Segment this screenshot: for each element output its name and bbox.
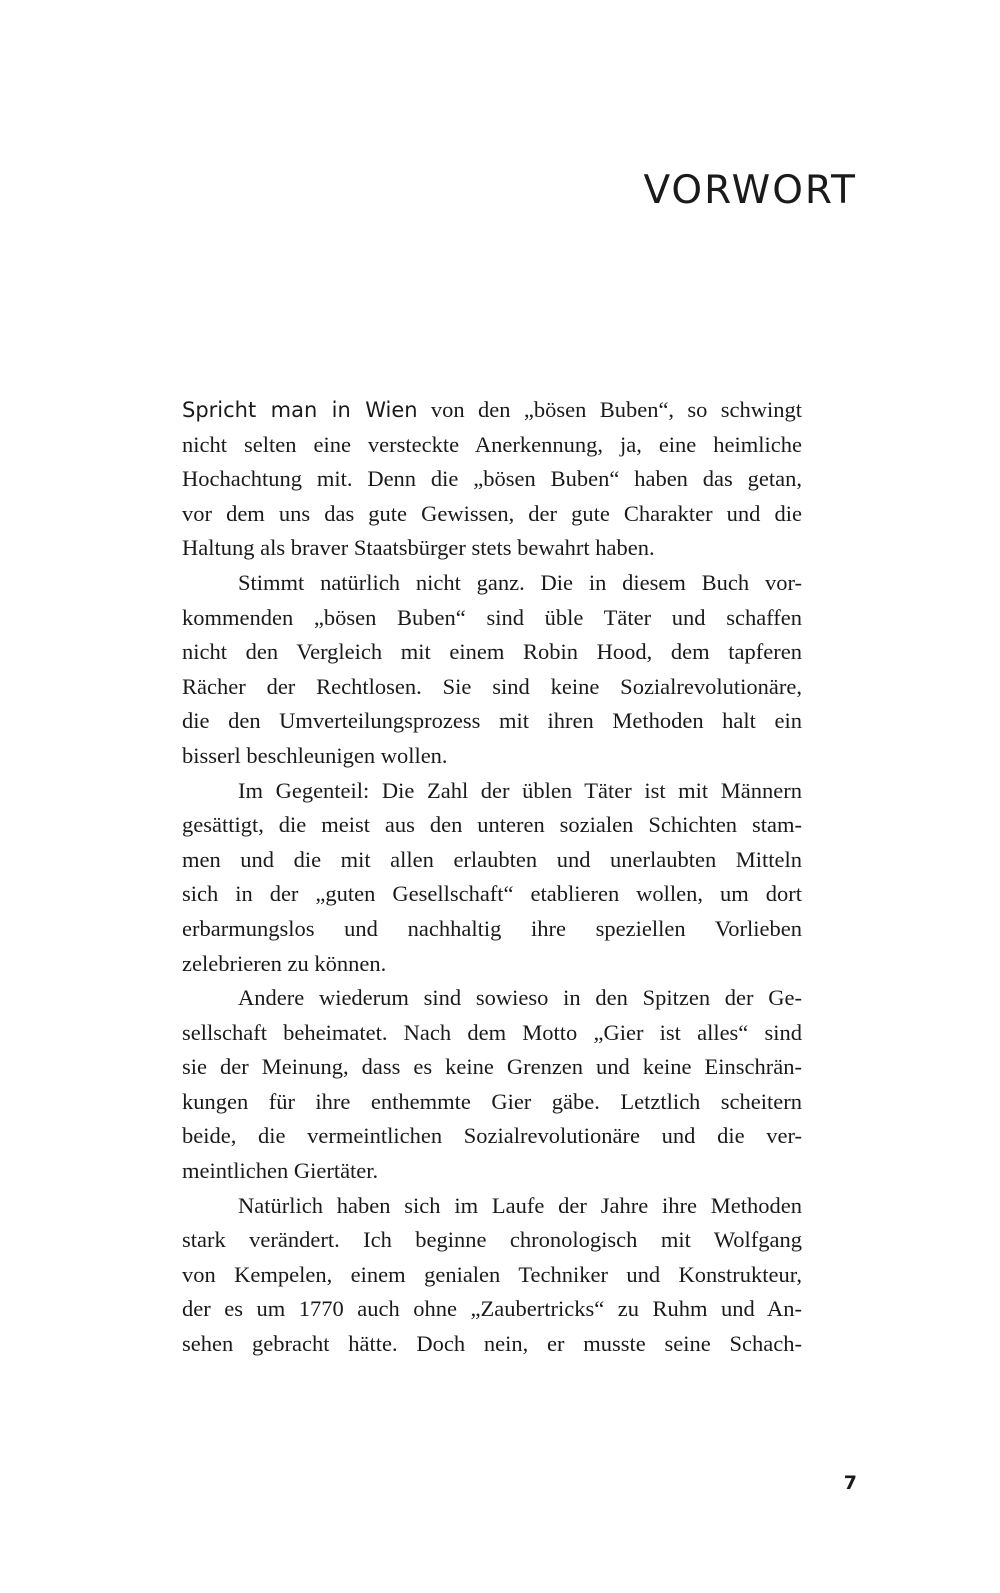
text-line: Spricht man in Wien von den „bösen Buben“, so schwingt bbox=[182, 397, 803, 422]
body-text bbox=[182, 393, 802, 1362]
text-line: beide, die vermeintlichen Sozialrevolutionäre und die ver- bbox=[182, 1123, 802, 1149]
chapter-title: VORWORT bbox=[643, 168, 857, 213]
text-line: sie der Meinung, dass es keine Grenzen und keine Einschrän- bbox=[182, 1054, 802, 1080]
text-line: Hochachtung mit. Denn die „bösen Buben“ haben das getan, bbox=[182, 466, 802, 492]
text-line: zelebrieren zu können. bbox=[182, 950, 387, 976]
text-line: der es um 1770 auch ohne „Zaubertricks“ zu Ruhm und An- bbox=[182, 1296, 802, 1322]
text-line: Rächer der Rechtlosen. Sie sind keine Sozialrevolutionäre, bbox=[182, 673, 802, 699]
text-line: meintlichen Giertäter. bbox=[182, 1158, 379, 1184]
text-line: Haltung als braver Staatsbürger stets bewahrt haben. bbox=[182, 535, 655, 561]
text-line: Andere wiederum sind sowieso in den Spitzen der Ge- bbox=[238, 985, 802, 1011]
text-line: gesättigt, die meist aus den unteren sozialen Schichten stam- bbox=[182, 812, 802, 838]
text-line: Im Gegenteil: Die Zahl der üblen Täter ist mit Männern bbox=[238, 777, 802, 803]
text-line: nicht selten eine versteckte Anerkennung, ja, eine heimliche bbox=[182, 431, 802, 457]
lead-in: Spricht man in Wien bbox=[182, 398, 418, 422]
text-line: vor dem uns das gute Gewissen, der gute Charakter und die bbox=[182, 500, 802, 526]
text-line: men und die mit allen erlaubten und unerlaubten Mitteln bbox=[182, 846, 802, 872]
text-line: stark verändert. Ich beginne chronologisch mit Wolfgang bbox=[182, 1227, 802, 1253]
text-line: sellschaft beheimatet. Nach dem Motto „Gier ist alles“ sind bbox=[182, 1019, 802, 1045]
text-line: von Kempelen, einem genialen Techniker und Konstrukteur, bbox=[182, 1261, 802, 1287]
text-line: sich in der „guten Gesellschaft“ etablieren wollen, um dort bbox=[182, 881, 802, 907]
text-line: bisserl beschleunigen wollen. bbox=[182, 742, 448, 768]
text-line: kungen für ihre enthemmte Gier gäbe. Letztlich scheitern bbox=[182, 1088, 802, 1114]
text-line: Natürlich haben sich im Laufe der Jahre ihre Methoden bbox=[238, 1192, 802, 1218]
text-line: kommenden „bösen Buben“ sind üble Täter und schaffen bbox=[182, 604, 802, 630]
text-line: erbarmungslos und nachhaltig ihre speziellen Vorlieben bbox=[182, 915, 802, 941]
page-number: 7 bbox=[843, 1472, 857, 1494]
text-line: sehen gebracht hätte. Doch nein, er musste seine Schach- bbox=[182, 1331, 802, 1357]
text-line: die den Umverteilungsprozess mit ihren Methoden halt ein bbox=[182, 708, 802, 734]
text-line: nicht den Vergleich mit einem Robin Hood, dem tapferen bbox=[182, 639, 802, 665]
text-line: Stimmt natürlich nicht ganz. Die in diesem Buch vor- bbox=[238, 569, 802, 595]
